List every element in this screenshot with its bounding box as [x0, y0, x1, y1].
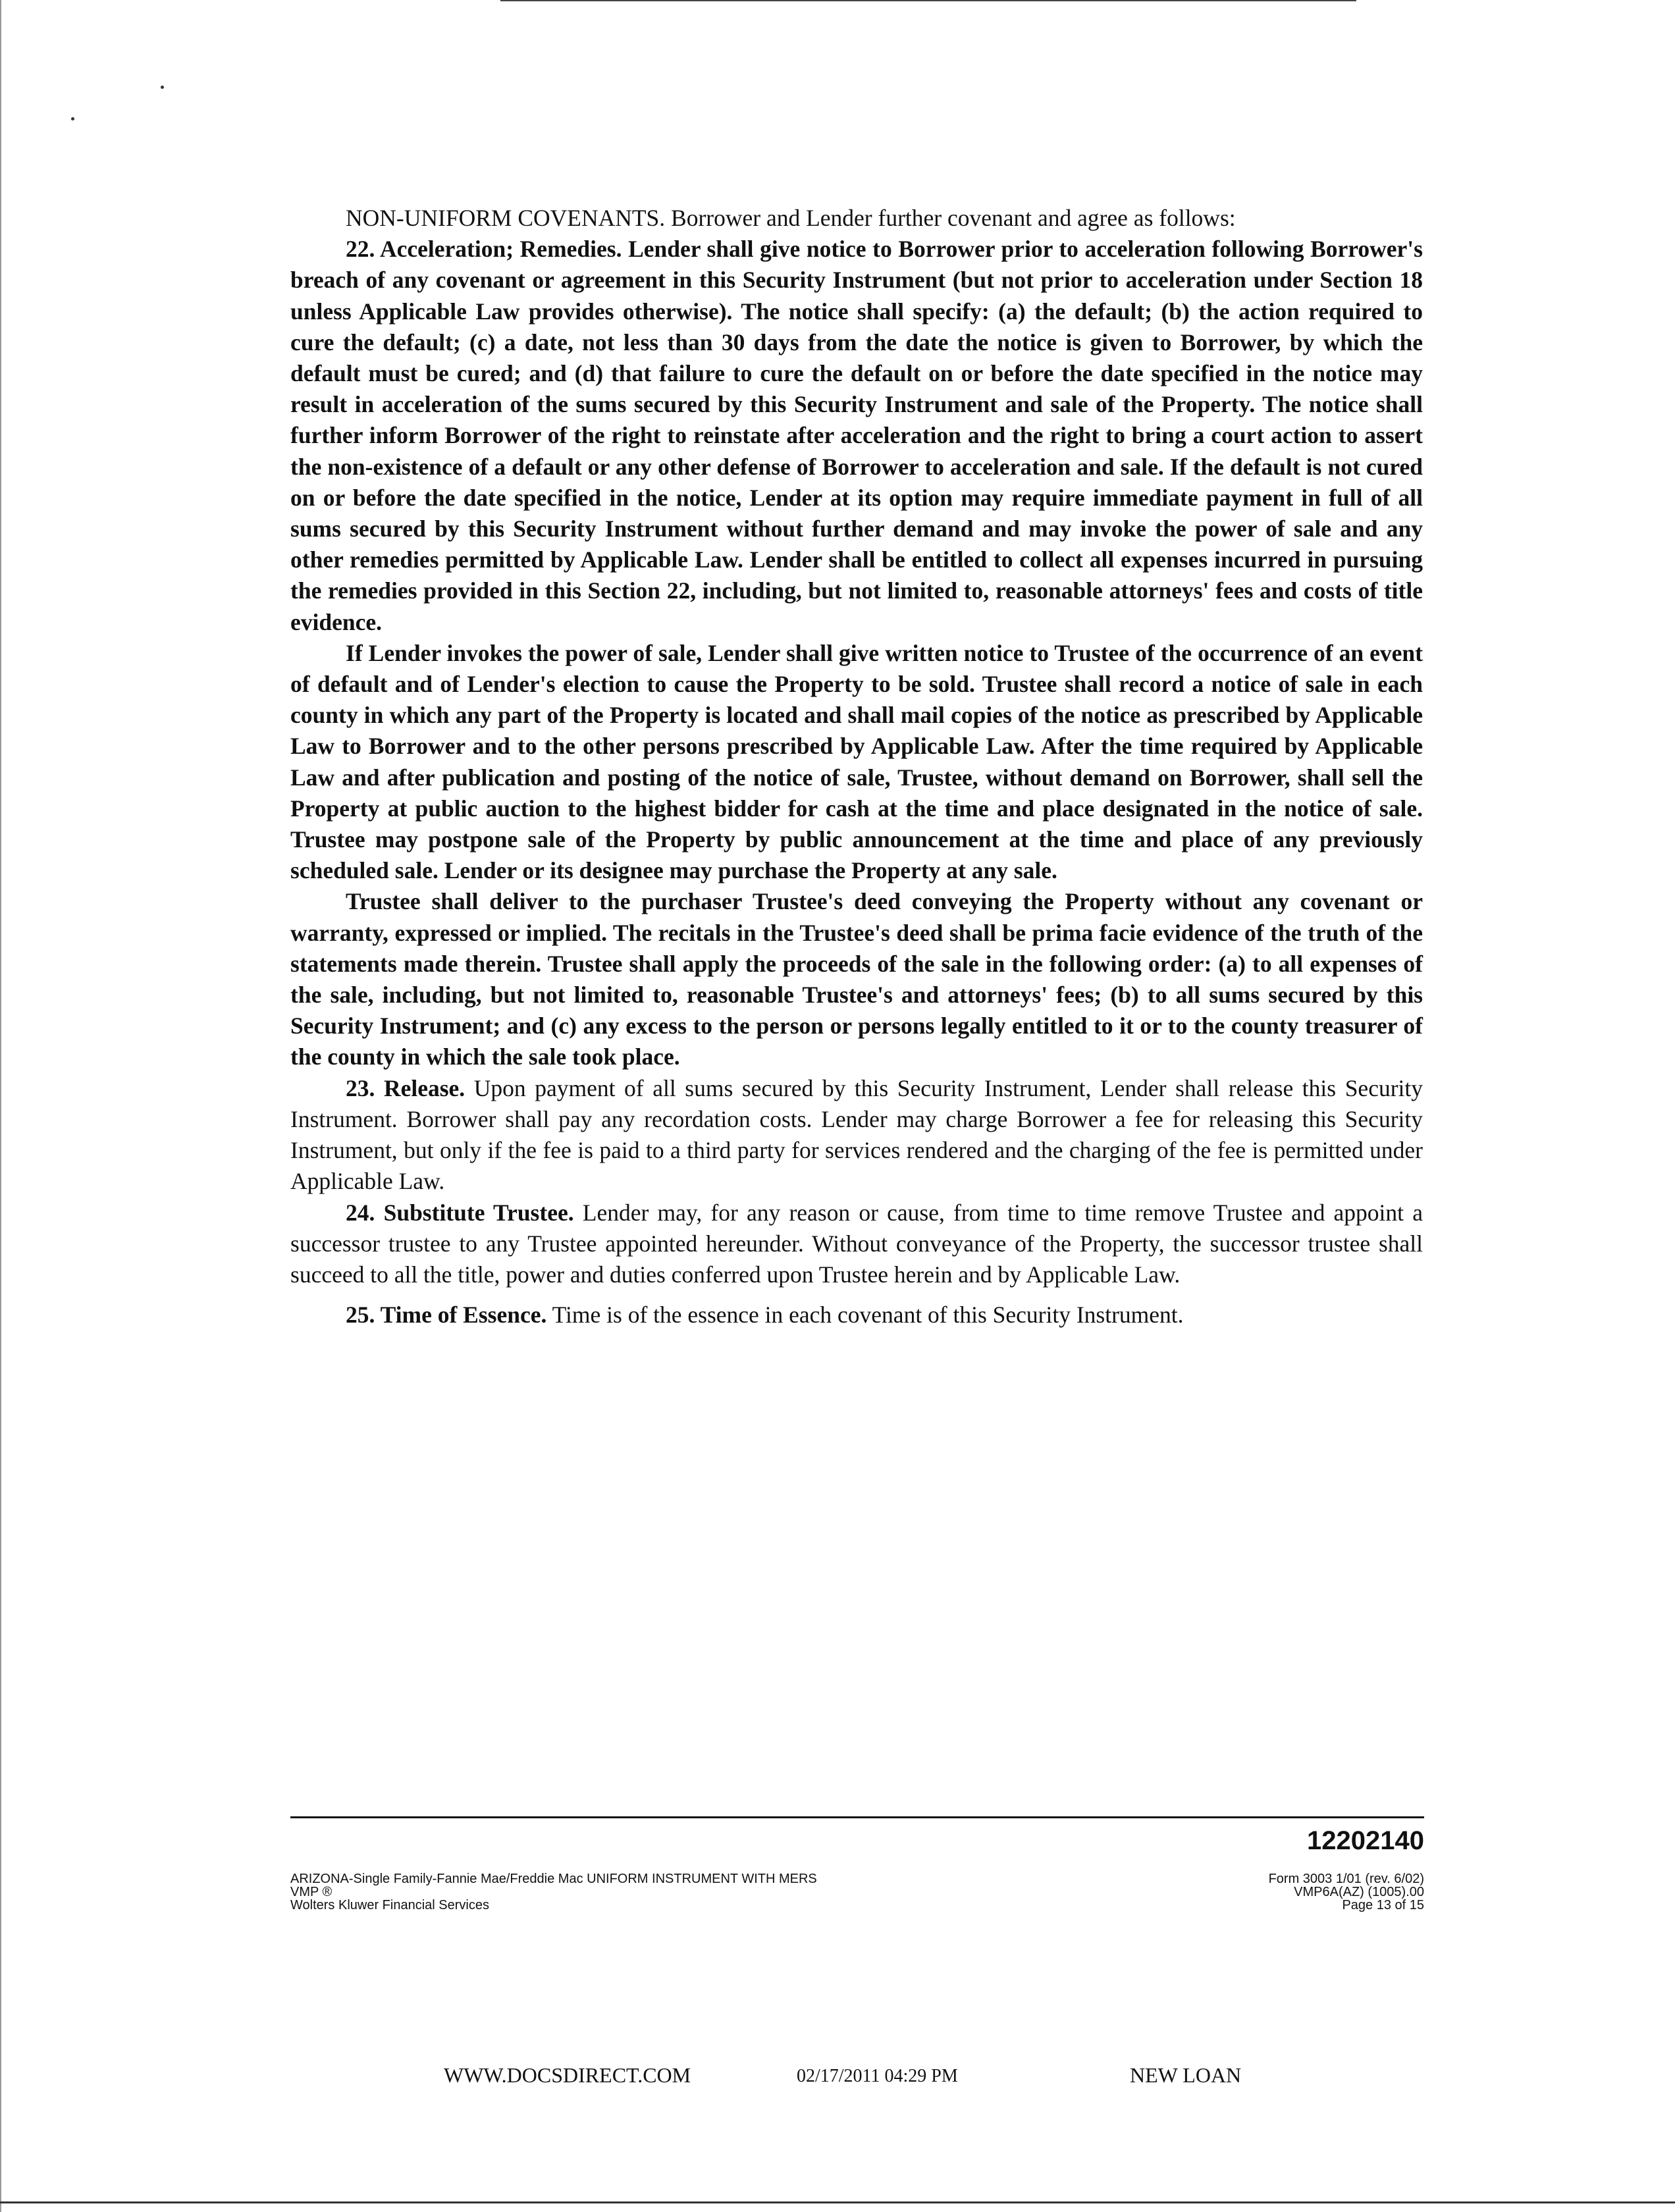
scan-speck — [161, 86, 164, 89]
loan-number: 12202140 — [1307, 1826, 1424, 1855]
section-24-heading: 24. Substitute Trustee. — [346, 1199, 574, 1226]
section-25-heading: 25. Time of Essence. — [346, 1302, 547, 1329]
footer-divider — [290, 1816, 1424, 1818]
footer-vmp-code: VMP6A(AZ) (1005).00 — [1294, 1885, 1424, 1899]
section-25-body: Time is of the essence in each covenant of this Security Instrument. — [546, 1302, 1184, 1329]
footer-form-id — [1269, 1872, 1424, 1912]
footer-form-number: Form 3003 1/01 (rev. 6/02) — [1268, 1872, 1424, 1886]
footer-vmp-mark: VMP ® — [290, 1885, 332, 1899]
stamp-datetime: 02/17/2011 04:29 PM — [797, 2066, 958, 2086]
scan-bottom-edge — [0, 2201, 1675, 2203]
document-body — [290, 203, 1423, 1330]
scan-top-line — [500, 0, 1356, 1]
section-22-power-of-sale-paragraph: If Lender invokes the power of sale, Lender shall give written notice to Trustee of the occurrence of an event of default and of Lender's election to cause the Property to be sold. Trustee shall record a notice of sale in each county in which any part of the Property is located and shall mail copies of the notice as prescribed by Applicable Law to Borrower and to the other persons prescribed by Applicable Law. After the time required by Applicable Law and after publication and posting of the notice of sale, Trustee, without demand on Borrower, shall sell the Property at public auction to the highest bidder for cash at the time and place designated in the notice of sale. Trustee may postpone sale of the Property by public announcement at the time and place of any previously scheduled sale. Lender or its designee may purchase the Property at any sale. — [290, 639, 1423, 884]
stamp-loan-status: NEW LOAN — [1130, 2063, 1242, 2087]
footer-form-description — [290, 1872, 817, 1912]
section-25-paragraph — [290, 1300, 1423, 1330]
stamp-website: WWW.DOCSDIRECT.COM — [444, 2063, 691, 2087]
section-22-heading: 22. Acceleration; Remedies. — [346, 236, 622, 263]
section-24-paragraph — [290, 1198, 1423, 1291]
intro-paragraph: NON-UNIFORM COVENANTS. Borrower and Lender further covenant and agree as follows: — [346, 205, 1236, 231]
section-22-trustee-deed-paragraph: Trustee shall deliver to the purchaser Trustee's deed conveying the Property without any covenant or warranty, expressed or implied. The recitals in the Trustee's deed shall be prima facie evidence of the truth of the statements made therein. Trustee shall apply the proceeds of the sale in the following order: (a) to all expenses of the sale, including, but not limited to, reasonable Trustee's and attorneys' fees; (b) to all sums secured by this Security Instrument; and (c) any excess to the person or persons legally entitled to it or to the county treasurer of the county in which the sale took place. — [290, 888, 1423, 1070]
section-22-body: Lender shall give notice to Borrower prior to acceleration following Borrower's breach of any covenant or agreement in this Security Instrument (but not prior to acceleration under Section 18 unless Applicable Law provides otherwise). The notice shall specify: (a) the default; (b) the action required to cure the default; (c) a date, not less than 30 days from the date the notice is given to Borrower, by which the default must be cured; and (d) that failure to cure the default on or before the date specified in the notice may result in acceleration of the sums secured by this Security Instrument and sale of the Property. The notice shall further inform Borrower of the right to reinstate after acceleration and the right to bring a court action to assert the non-existence of a default or any other defense of Borrower to acceleration and sale. If the default is not cured on or before the date specified in the notice, Lender at its option may require immediate payment in full of all sums secured by this Security Instrument without further demand and may invoke the power of sale and any other remedies permitted by Applicable Law. Lender shall be entitled to collect all expenses incurred in pursuing the remedies provided in this Section 22, including, but not limited to, reasonable attorneys' fees and costs of title evidence. — [290, 236, 1423, 635]
scan-left-edge — [0, 0, 1, 2212]
footer-publisher: Wolters Kluwer Financial Services — [290, 1898, 489, 1912]
footer-form-title: ARIZONA-Single Family-Fannie Mae/Freddie Mac UNIFORM INSTRUMENT WITH MERS — [290, 1872, 817, 1886]
section-24-body: Lender may, for any reason or cause, from time to time remove Trustee and appoint a successor trustee to any Trustee appointed hereunder. Without conveyance of the Property, the successor trustee shall succeed to all the title, power and duties conferred upon Trustee herein and by Applicable Law. — [290, 1199, 1423, 1288]
section-22-paragraph — [290, 234, 1423, 638]
scan-speck — [71, 117, 74, 120]
section-23-heading: 23. Release. — [346, 1074, 465, 1101]
section-23-body: Upon payment of all sums secured by this Security Instrument, Lender shall release this Security Instrument. Borrower shall pay any recordation costs. Lender may charge Borrower a fee for releasing this Security Instrument, but only if the fee is paid to a third party for services rendered and the charging of the fee is permitted under Applicable Law. — [290, 1074, 1423, 1195]
footer-page-number: Page 13 of 15 — [1342, 1898, 1424, 1912]
section-23-paragraph — [290, 1073, 1423, 1198]
